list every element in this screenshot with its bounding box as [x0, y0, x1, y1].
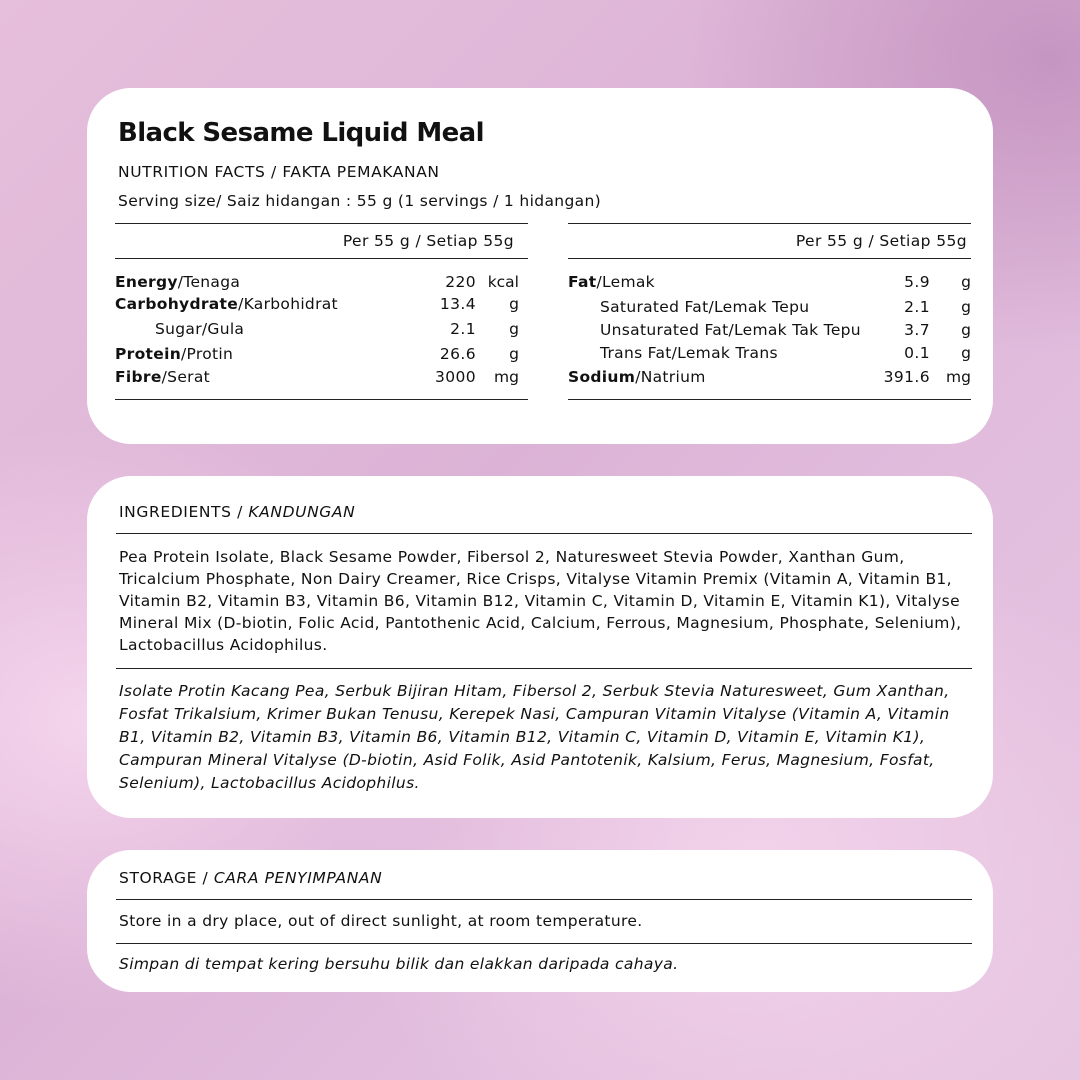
- nutrient-name: Sodium: [568, 368, 636, 386]
- storage-text-ms: Simpan di tempat kering bersuhu bilik dan elakkan daripada cahaya.: [119, 955, 679, 973]
- nutrient-row-sodium: [568, 368, 971, 390]
- nutrient-unit: kcal: [487, 273, 519, 291]
- nutrient-unit: g: [961, 273, 971, 291]
- nutrient-unit: mg: [494, 368, 519, 386]
- nutrient-row-protein: [115, 345, 519, 367]
- nutrient-unit: g: [509, 320, 519, 338]
- nutrient-name: Protein: [115, 345, 182, 363]
- nutrient-row-saturated-fat: [568, 298, 971, 320]
- nutrient-name-ms: /Natrium: [635, 368, 706, 386]
- ingredients-text-en: Pea Protein Isolate, Black Sesame Powder, Fibersol 2, Naturesweet Stevia Powder, Xanthan Gum, Tricalcium Phosphate, Non Dairy Creamer, Rice Crisps, Vitalyse Vitamin Premix (Vitamin A, Vitamin B1, Vitamin B2, Vitamin B3, Vitamin B6, Vitamin B12, Vitamin C, Vitamin D, Vitamin E, Vitamin K1), Vitalyse Mineral Mix (D-biotin, Folic Acid, Pantothenic Acid, Calcium, Ferrous, Magnesium, Phosphate, Selenium), Lactobacillus Acidophilus.: [119, 548, 962, 654]
- nutrient-value: 13.4: [439, 295, 476, 313]
- nutrient-value: 3000: [434, 368, 476, 386]
- ingredients-heading-ms: KANDUNGAN: [248, 503, 356, 521]
- nutrient-unit: g: [961, 344, 971, 362]
- ingredients-text-ms: Isolate Protin Kacang Pea, Serbuk Bijiran Hitam, Fibersol 2, Serbuk Stevia Naturesweet, Gum Xanthan, Fosfat Trikalsium, Krimer Bukan Tenusu, Kerepek Nasi, Campuran Vitamin Vitalyse (Vitamin A, Vitamin B1, Vitamin B2, Vitamin B3, Vitamin B6, Vitamin B12, Vitamin C, Vitamin D, Vitamin E, Vitamin K1), Campuran Mineral Vitalyse (D-biotin, Asid Folik, Asid Pantotenik, Kalsium, Ferus, Magnesium, Fosfat, Selenium), Lactobacillus Acidophilus.: [119, 682, 950, 792]
- nutrient-name: Unsaturated Fat/Lemak Tak Tepu: [600, 321, 861, 339]
- divider: [568, 258, 971, 259]
- nutrient-name-ms: /Protin: [181, 345, 234, 363]
- nutrient-unit: g: [961, 298, 971, 316]
- nutrient-value: 391.6: [883, 368, 930, 386]
- nutrient-unit: g: [509, 295, 519, 313]
- nutrient-value: 3.7: [904, 321, 930, 339]
- nutrient-name: Sugar/Gula: [155, 320, 245, 338]
- nutrition-table-left: [115, 223, 519, 401]
- nutrient-value: 0.1: [904, 344, 930, 362]
- divider: [116, 943, 972, 944]
- nutrient-name: Saturated Fat/Lemak Tepu: [600, 298, 810, 316]
- storage-heading: [119, 869, 382, 887]
- nutrient-name-ms: /Karbohidrat: [238, 295, 338, 313]
- nutrient-row-trans-fat: [568, 344, 971, 366]
- storage-heading-en: STORAGE /: [119, 869, 214, 887]
- serving-size: Serving size/ Saiz hidangan : 55 g (1 servings / 1 hidangan): [118, 192, 602, 210]
- nutrient-name-ms: /Serat: [161, 368, 211, 386]
- nutrition-heading: NUTRITION FACTS / FAKTA PEMAKANAN: [118, 163, 440, 181]
- nutrient-value: 2.1: [904, 298, 930, 316]
- nutrient-value: 2.1: [450, 320, 476, 338]
- nutrient-name-ms: /Tenaga: [177, 273, 241, 291]
- nutrient-unit: g: [961, 321, 971, 339]
- nutrient-name: Fibre: [115, 368, 162, 386]
- divider: [116, 899, 972, 900]
- nutrient-unit: mg: [946, 368, 971, 386]
- storage-heading-ms: CARA PENYIMPANAN: [213, 869, 383, 887]
- table-header: Per 55 g / Setiap 55g: [795, 232, 967, 250]
- nutrient-row-carbohydrate: [115, 295, 519, 317]
- divider: [568, 223, 971, 224]
- ingredients-heading: [119, 503, 355, 521]
- divider: [115, 258, 528, 259]
- nutrient-value: 26.6: [439, 345, 476, 363]
- nutrient-unit: g: [509, 345, 519, 363]
- ingredients-card: [87, 476, 993, 818]
- divider: [116, 668, 972, 669]
- nutrient-row-unsaturated-fat: [568, 321, 971, 343]
- table-header: Per 55 g / Setiap 55g: [342, 232, 514, 250]
- divider: [115, 399, 528, 400]
- nutrient-row-fat: [568, 273, 971, 295]
- nutrition-table-right: [568, 223, 971, 401]
- divider: [568, 399, 971, 400]
- product-title: Black Sesame Liquid Meal: [118, 118, 484, 148]
- divider: [115, 223, 528, 224]
- nutrient-name: Trans Fat/Lemak Trans: [600, 344, 778, 362]
- nutrient-name-ms: /Lemak: [596, 273, 655, 291]
- nutrient-row-energy: [115, 273, 519, 295]
- nutrient-name: Fat: [568, 273, 597, 291]
- nutrient-name: Energy: [115, 273, 178, 291]
- nutrition-facts-card: [87, 88, 993, 444]
- storage-text-en: Store in a dry place, out of direct sunlight, at room temperature.: [119, 912, 643, 930]
- divider: [116, 533, 972, 534]
- ingredients-heading-en: INGREDIENTS /: [119, 503, 249, 521]
- nutrient-row-sugar: [115, 320, 519, 342]
- nutrient-value: 5.9: [904, 273, 930, 291]
- nutrient-value: 220: [445, 273, 476, 291]
- nutrient-name: Carbohydrate: [115, 295, 239, 313]
- nutrient-row-fibre: [115, 368, 519, 390]
- storage-card: [87, 850, 993, 992]
